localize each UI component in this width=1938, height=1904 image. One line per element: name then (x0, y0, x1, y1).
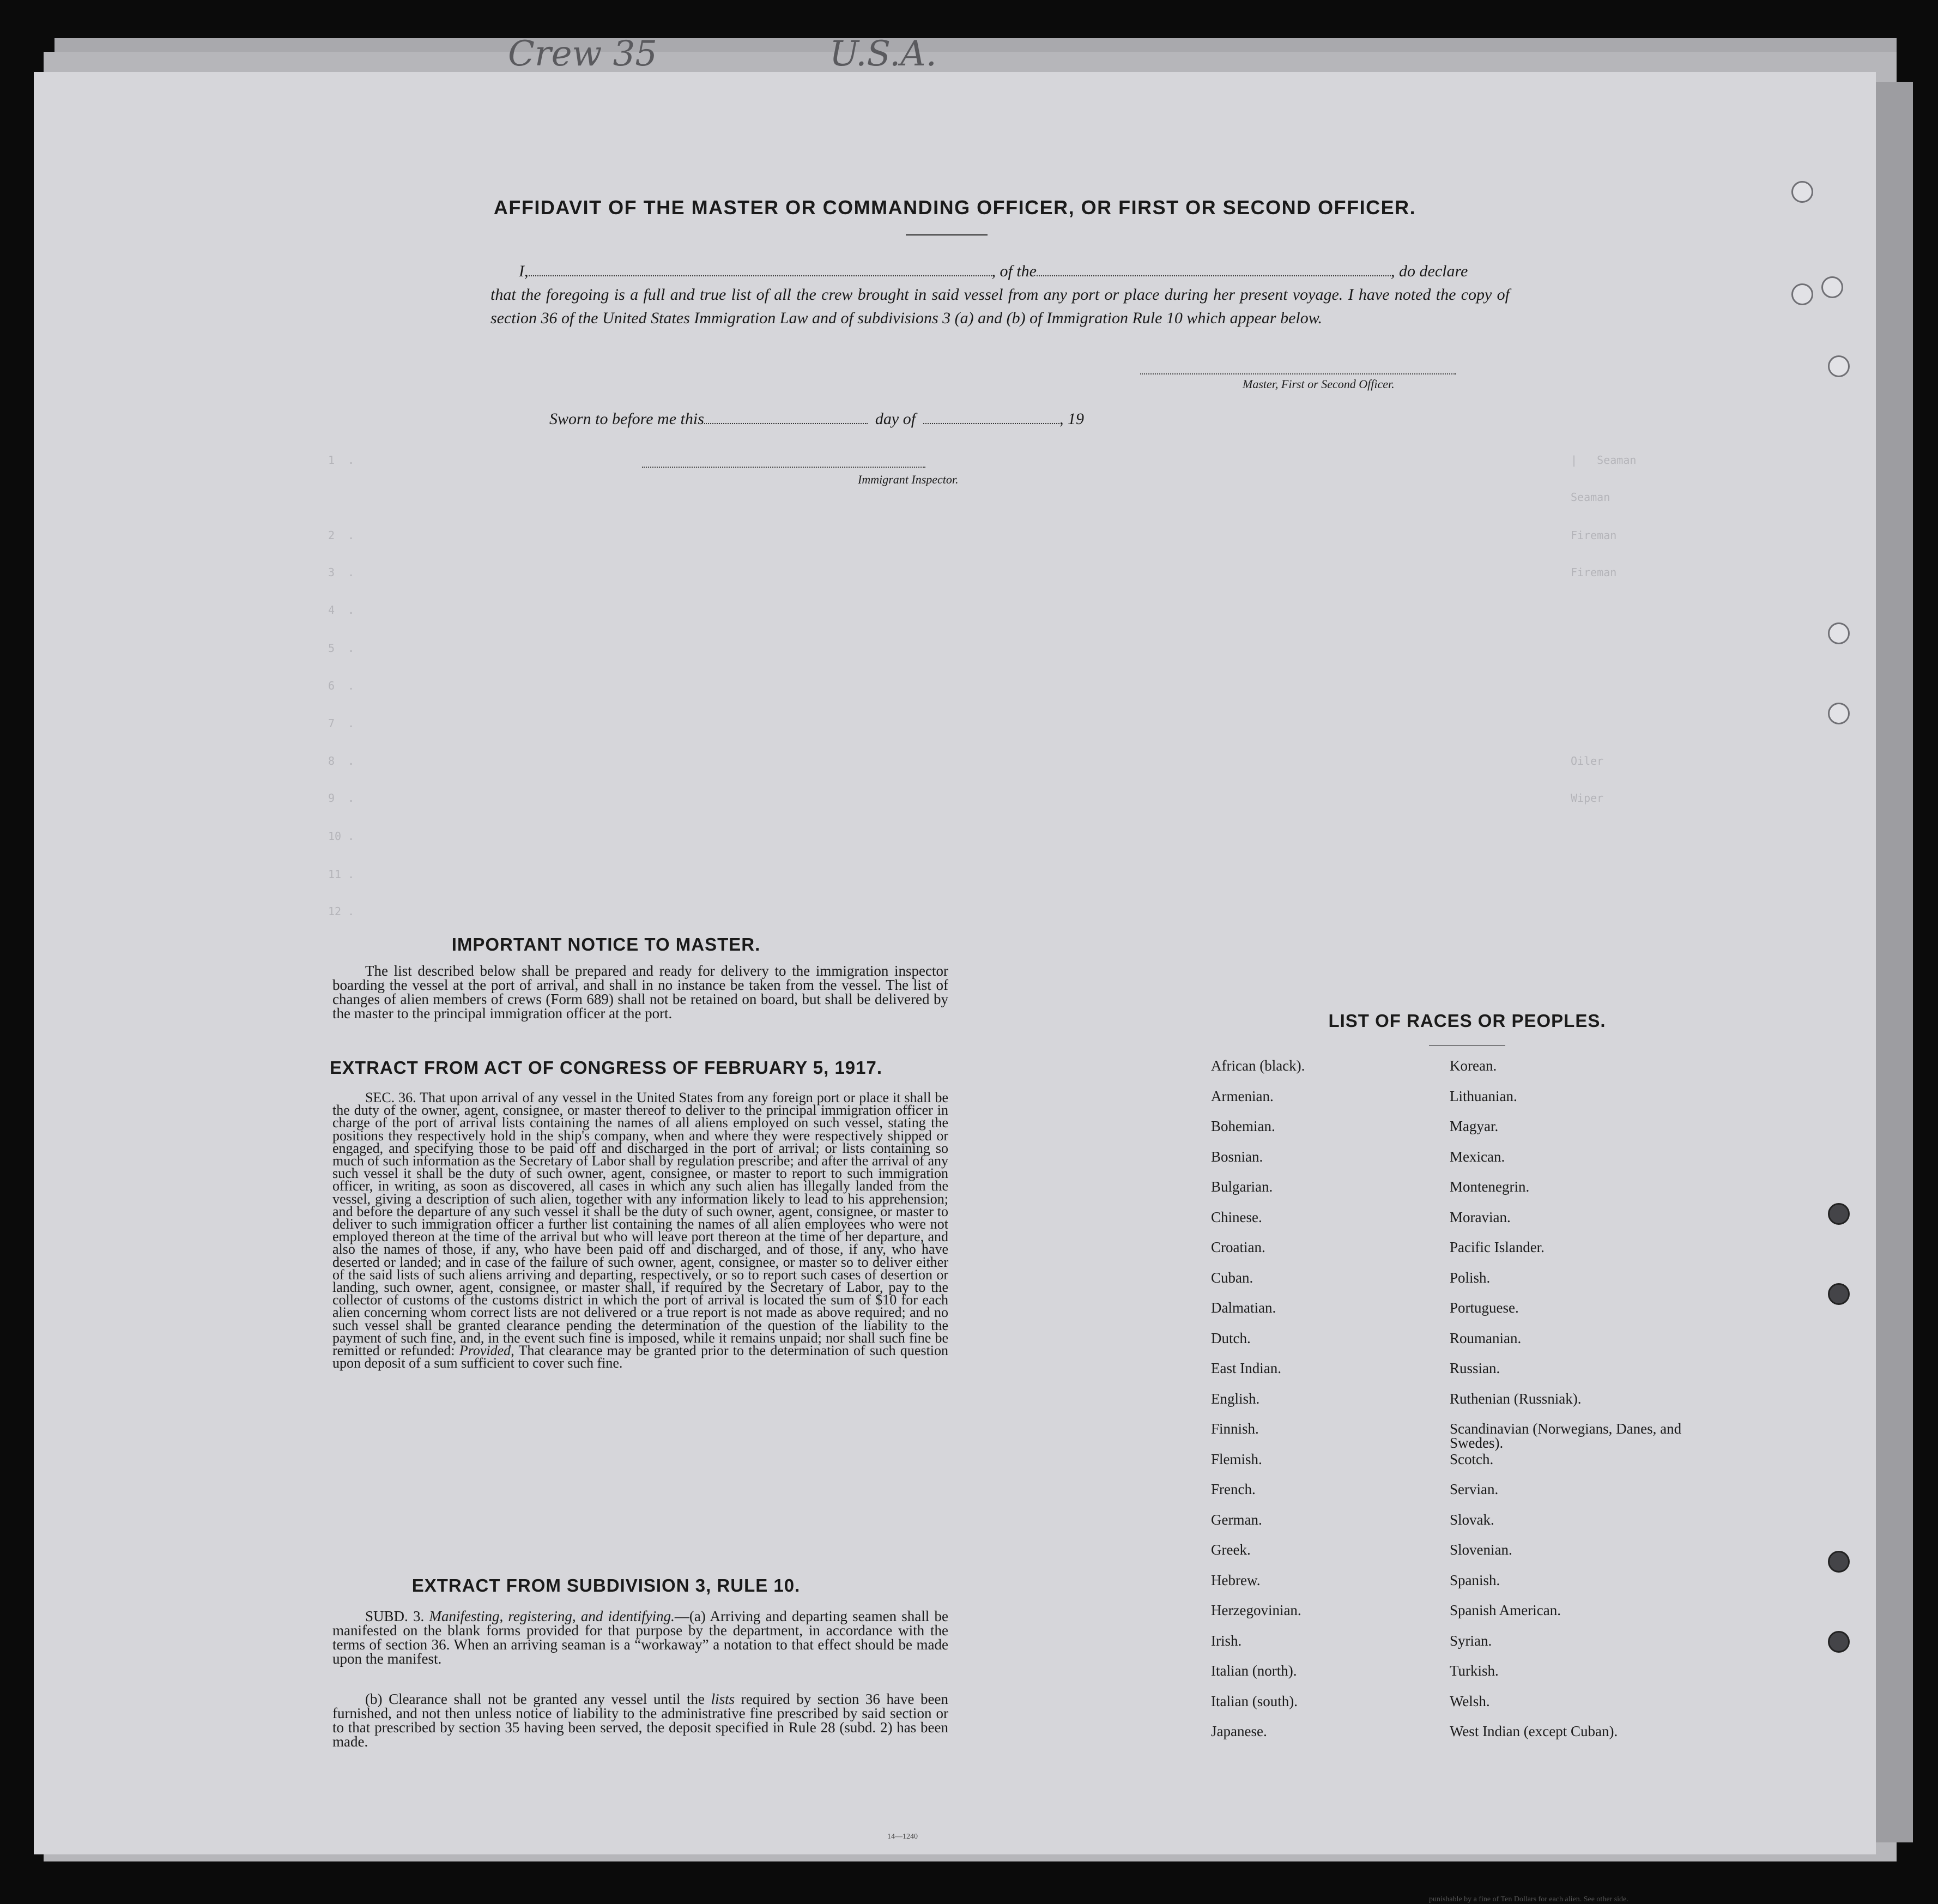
handwritten-country: U.S.A. (829, 34, 937, 74)
rule-text-a (332, 1609, 948, 1666)
race-item: Spanish. (1450, 1571, 1500, 1588)
race-item: Lithuanian. (1450, 1087, 1517, 1104)
form-number: 14—1240 (887, 1833, 918, 1841)
race-item: Montenegrin. (1450, 1178, 1530, 1195)
bleed-through-mark: Oiler (1571, 754, 1604, 767)
day-blank (704, 410, 868, 424)
race-item: Bohemian. (1211, 1118, 1275, 1134)
subd-label: SUBD. 3. (365, 1608, 425, 1624)
races-divider (1429, 1045, 1505, 1046)
year-text: , 19 (1059, 410, 1085, 428)
notice-heading: IMPORTANT NOTICE TO MASTER. (451, 934, 761, 954)
race-item: Finnish. (1211, 1421, 1259, 1437)
sworn-line (549, 410, 1084, 428)
bleed-through-mark: 8 . (328, 754, 355, 767)
master-signature-line (1140, 373, 1456, 374)
bleed-through-mark: 9 . (328, 791, 355, 805)
race-item: Croatian. (1211, 1239, 1265, 1255)
bleed-through-mark: 7 . (328, 717, 355, 730)
master-signature-label: Master, First or Second Officer. (1243, 377, 1395, 391)
act-text-provided: Provided, (459, 1343, 514, 1359)
bleed-through-mark: 6 . (328, 679, 355, 692)
races-left-column (1211, 1059, 1418, 1755)
race-item: Scandinavian (Norwegians, Danes, and Swedes). (1450, 1421, 1682, 1451)
bleed-through-mark: 5 . (328, 642, 355, 655)
document-page (34, 34, 1876, 1903)
para-b-start: (b) Clearance shall not be granted any vessel until the (365, 1691, 705, 1707)
name-blank (529, 262, 992, 276)
affidavit-of-the: , of the (991, 262, 1037, 280)
bleed-through-mark: 11 . (328, 868, 355, 881)
race-item: Pacific Islander. (1450, 1239, 1545, 1255)
underlying-sheet-edge (1875, 82, 1913, 1842)
bleed-through-mark: 3 . (328, 566, 355, 579)
race-item: Irish. (1211, 1632, 1242, 1649)
race-item: Welsh. (1450, 1693, 1490, 1709)
day-of-text: day of (875, 410, 916, 428)
binder-hole (1821, 276, 1843, 298)
race-item: Armenian. (1211, 1087, 1274, 1104)
race-item: Japanese. (1211, 1723, 1267, 1739)
race-item: Portuguese. (1450, 1299, 1519, 1316)
act-text (332, 1091, 948, 1369)
month-blank (923, 410, 1059, 424)
race-item: Roumanian. (1450, 1329, 1522, 1346)
subd-italic: Manifesting, registering, and identifying. (429, 1608, 675, 1624)
notice-text: The list described below shall be prepared and ready for delivery to the immigration inspector boarding the vessel at the port of arrival, and shall in no instance be taken from the vessel. The list of changes of alien members of crews (Form 689) shall not be retained on board, but shall be delivered by the master to the principal immigration officer at the port. (332, 963, 948, 1021)
binder-hole (1828, 703, 1850, 724)
affidavit-i: I, (519, 262, 529, 280)
rule-heading: EXTRACT FROM SUBDIVISION 3, RULE 10. (411, 1575, 801, 1595)
race-item: East Indian. (1211, 1360, 1281, 1376)
race-item: Russian. (1450, 1360, 1500, 1376)
race-item: Chinese. (1211, 1208, 1262, 1225)
binder-hole (1828, 1631, 1850, 1653)
inspector-label: Immigrant Inspector. (858, 473, 959, 486)
binder-hole (1828, 1203, 1850, 1225)
race-item: Servian. (1450, 1481, 1499, 1497)
race-item: Syrian. (1450, 1632, 1492, 1649)
race-item: Italian (north). (1211, 1663, 1297, 1679)
binder-hole (1828, 355, 1850, 377)
race-item: Spanish American. (1450, 1602, 1561, 1618)
bleed-through-mark: Fireman (1571, 529, 1617, 542)
race-item: Magyar. (1450, 1118, 1499, 1134)
race-item: Ruthenian (Russniak). (1450, 1390, 1582, 1407)
affidavit-declare: , do declare (1391, 262, 1468, 280)
affidavit-line-1 (490, 259, 1510, 283)
bleed-through-mark: Wiper (1571, 791, 1604, 805)
race-item: Greek. (1211, 1542, 1251, 1558)
binder-hole (1828, 1551, 1850, 1573)
para-b-lists: lists (711, 1691, 735, 1707)
binder-hole (1828, 1283, 1850, 1305)
race-item: Moravian. (1450, 1208, 1511, 1225)
affidavit-title: AFFIDAVIT OF THE MASTER OR COMMANDING OFFICER, OR FIRST OR SECOND OFFICER. (493, 196, 1416, 219)
race-item: Hebrew. (1211, 1571, 1261, 1588)
race-item: Korean. (1450, 1057, 1497, 1074)
bleed-through-mark: 12 . (328, 905, 355, 918)
title-divider (906, 234, 988, 235)
race-item: Bulgarian. (1211, 1178, 1273, 1195)
binder-hole (1791, 181, 1813, 203)
race-item: Mexican. (1450, 1148, 1505, 1165)
vessel-blank (1037, 262, 1391, 276)
race-item: Dutch. (1211, 1329, 1251, 1346)
race-item: Italian (south). (1211, 1693, 1298, 1709)
race-item: West Indian (except Cuban). (1450, 1723, 1618, 1739)
race-item: Polish. (1450, 1269, 1491, 1286)
races-heading: LIST OF RACES OR PEOPLES. (1328, 1011, 1606, 1031)
bleed-through-mark: | Seaman (1571, 454, 1637, 467)
subd-para-a: —(a) Arriving and departing seamen shall be manifested on the blank forms provided for that purpose by the department, in accordance with the terms of section 36. When an arriving seaman is a “workaway” a notation to that effect should be made upon the manifest. (332, 1608, 948, 1667)
act-text-end: That clearance may be granted prior to the determination of such question upon deposit of a sum sufficient to cover such fine. (332, 1343, 949, 1371)
race-item: Scotch. (1450, 1450, 1494, 1467)
binder-hole (1791, 283, 1813, 305)
bleed-through-mark: 2 . (328, 529, 355, 542)
race-item: Bosnian. (1211, 1148, 1263, 1165)
para-b-end: required by section 36 have been furnished, and not then unless notice of liability to the administrative fine prescribed by said section or to that prescribed by section 35 having been served, the deposit specified in Rule 28 (subd. 2) has been made. (332, 1691, 949, 1750)
race-item: Herzegovinian. (1211, 1602, 1301, 1618)
race-item: African (black). (1211, 1057, 1305, 1074)
bottom-note: punishable by a fine of Ten Dollars for each alien. See other side. (1429, 1895, 1628, 1903)
race-item: Turkish. (1450, 1663, 1499, 1679)
sworn-text: Sworn to before me this (549, 410, 704, 428)
rule-text-b (332, 1692, 948, 1749)
inspector-signature-line (642, 467, 925, 468)
act-text-body: SEC. 36. That upon arrival of any vessel in the United States from any foreign port or place it shall be the duty of the owner, agent, consignee, or master thereof to deliver to the principal immigration officer in charge of the port of arrival lists containing the names of all aliens employed on such vessel, stating the positions they respectively hold in the ship's company, when and where they were respectively shipped or engaged, and specifying those to be paid off and discharged in the port of arrival; or lists containing so much of such information as the Secretary of Labor shall by regulation prescribe; and after the arrival of any such vessel it shall be the duty of such owner, agent, consignee, or master to report to such immigration officer, in writing, as soon as discovered, all cases in which any such alien has illegally landed from the vessel, giving a description of such alien, together with any information likely to lead to his apprehension; and before the departure of any such vessel it shall be the duty of such owner, agent, consignee, or master to deliver to such immigration officer a further list containing the names of all alien employees who were not employed thereon at the time of the arrival but who will leave port thereon at the time of her departure, and also the names of those, if any, who have been paid off and discharged, and of those, if any, who have deserted or landed; and in case of the failure of such owner, agent, consignee, or master so to deliver either of the said lists of such aliens arriving and departing, respectively, or so to report such cases of desertion or landing, such owner, agent, consignee, or master shall, if required by the Secretary of Labor, pay to the collector of customs of the customs district in which the port of arrival is located the sum of $10 for each alien concerning whom correct lists are not delivered or a true report is not made as above required; and no such vessel shall be granted clearance pending the determination of the question of the liability to the payment of such fine, and, in the event such fine is imposed, while it remains unpaid; nor shall such fine be remitted or refunded: (332, 1090, 948, 1359)
affidavit-text (490, 259, 1510, 330)
race-item: Slovenian. (1450, 1542, 1512, 1558)
bleed-through-mark: 4 . (328, 603, 355, 616)
race-item: Dalmatian. (1211, 1299, 1276, 1316)
race-item: English. (1211, 1390, 1260, 1407)
handwritten-mark: Crew 35 (508, 34, 657, 74)
race-item: Slovak. (1450, 1511, 1494, 1528)
bleed-through-mark: Seaman (1571, 491, 1610, 504)
race-item: German. (1211, 1511, 1262, 1528)
bleed-through-mark: 1 . (328, 454, 355, 467)
race-item: Flemish. (1211, 1450, 1262, 1467)
bleed-through-mark: Fireman (1571, 566, 1617, 579)
affidavit-body: that the foregoing is a full and true list of all the crew brought in said vessel from any port or place during her present voyage. I have noted the copy of section 36 of the United States Immigration Law and of subdivisions 3 (a) and (b) of Immigration Rule 10 which appear below. (490, 286, 1510, 327)
binder-hole (1828, 622, 1850, 644)
race-item: Cuban. (1211, 1269, 1253, 1286)
races-right-column (1450, 1059, 1684, 1755)
act-heading: EXTRACT FROM ACT OF CONGRESS OF FEBRUARY 5, 1917. (329, 1057, 883, 1078)
race-item: French. (1211, 1481, 1256, 1497)
bleed-through-mark: 10 . (328, 830, 355, 843)
